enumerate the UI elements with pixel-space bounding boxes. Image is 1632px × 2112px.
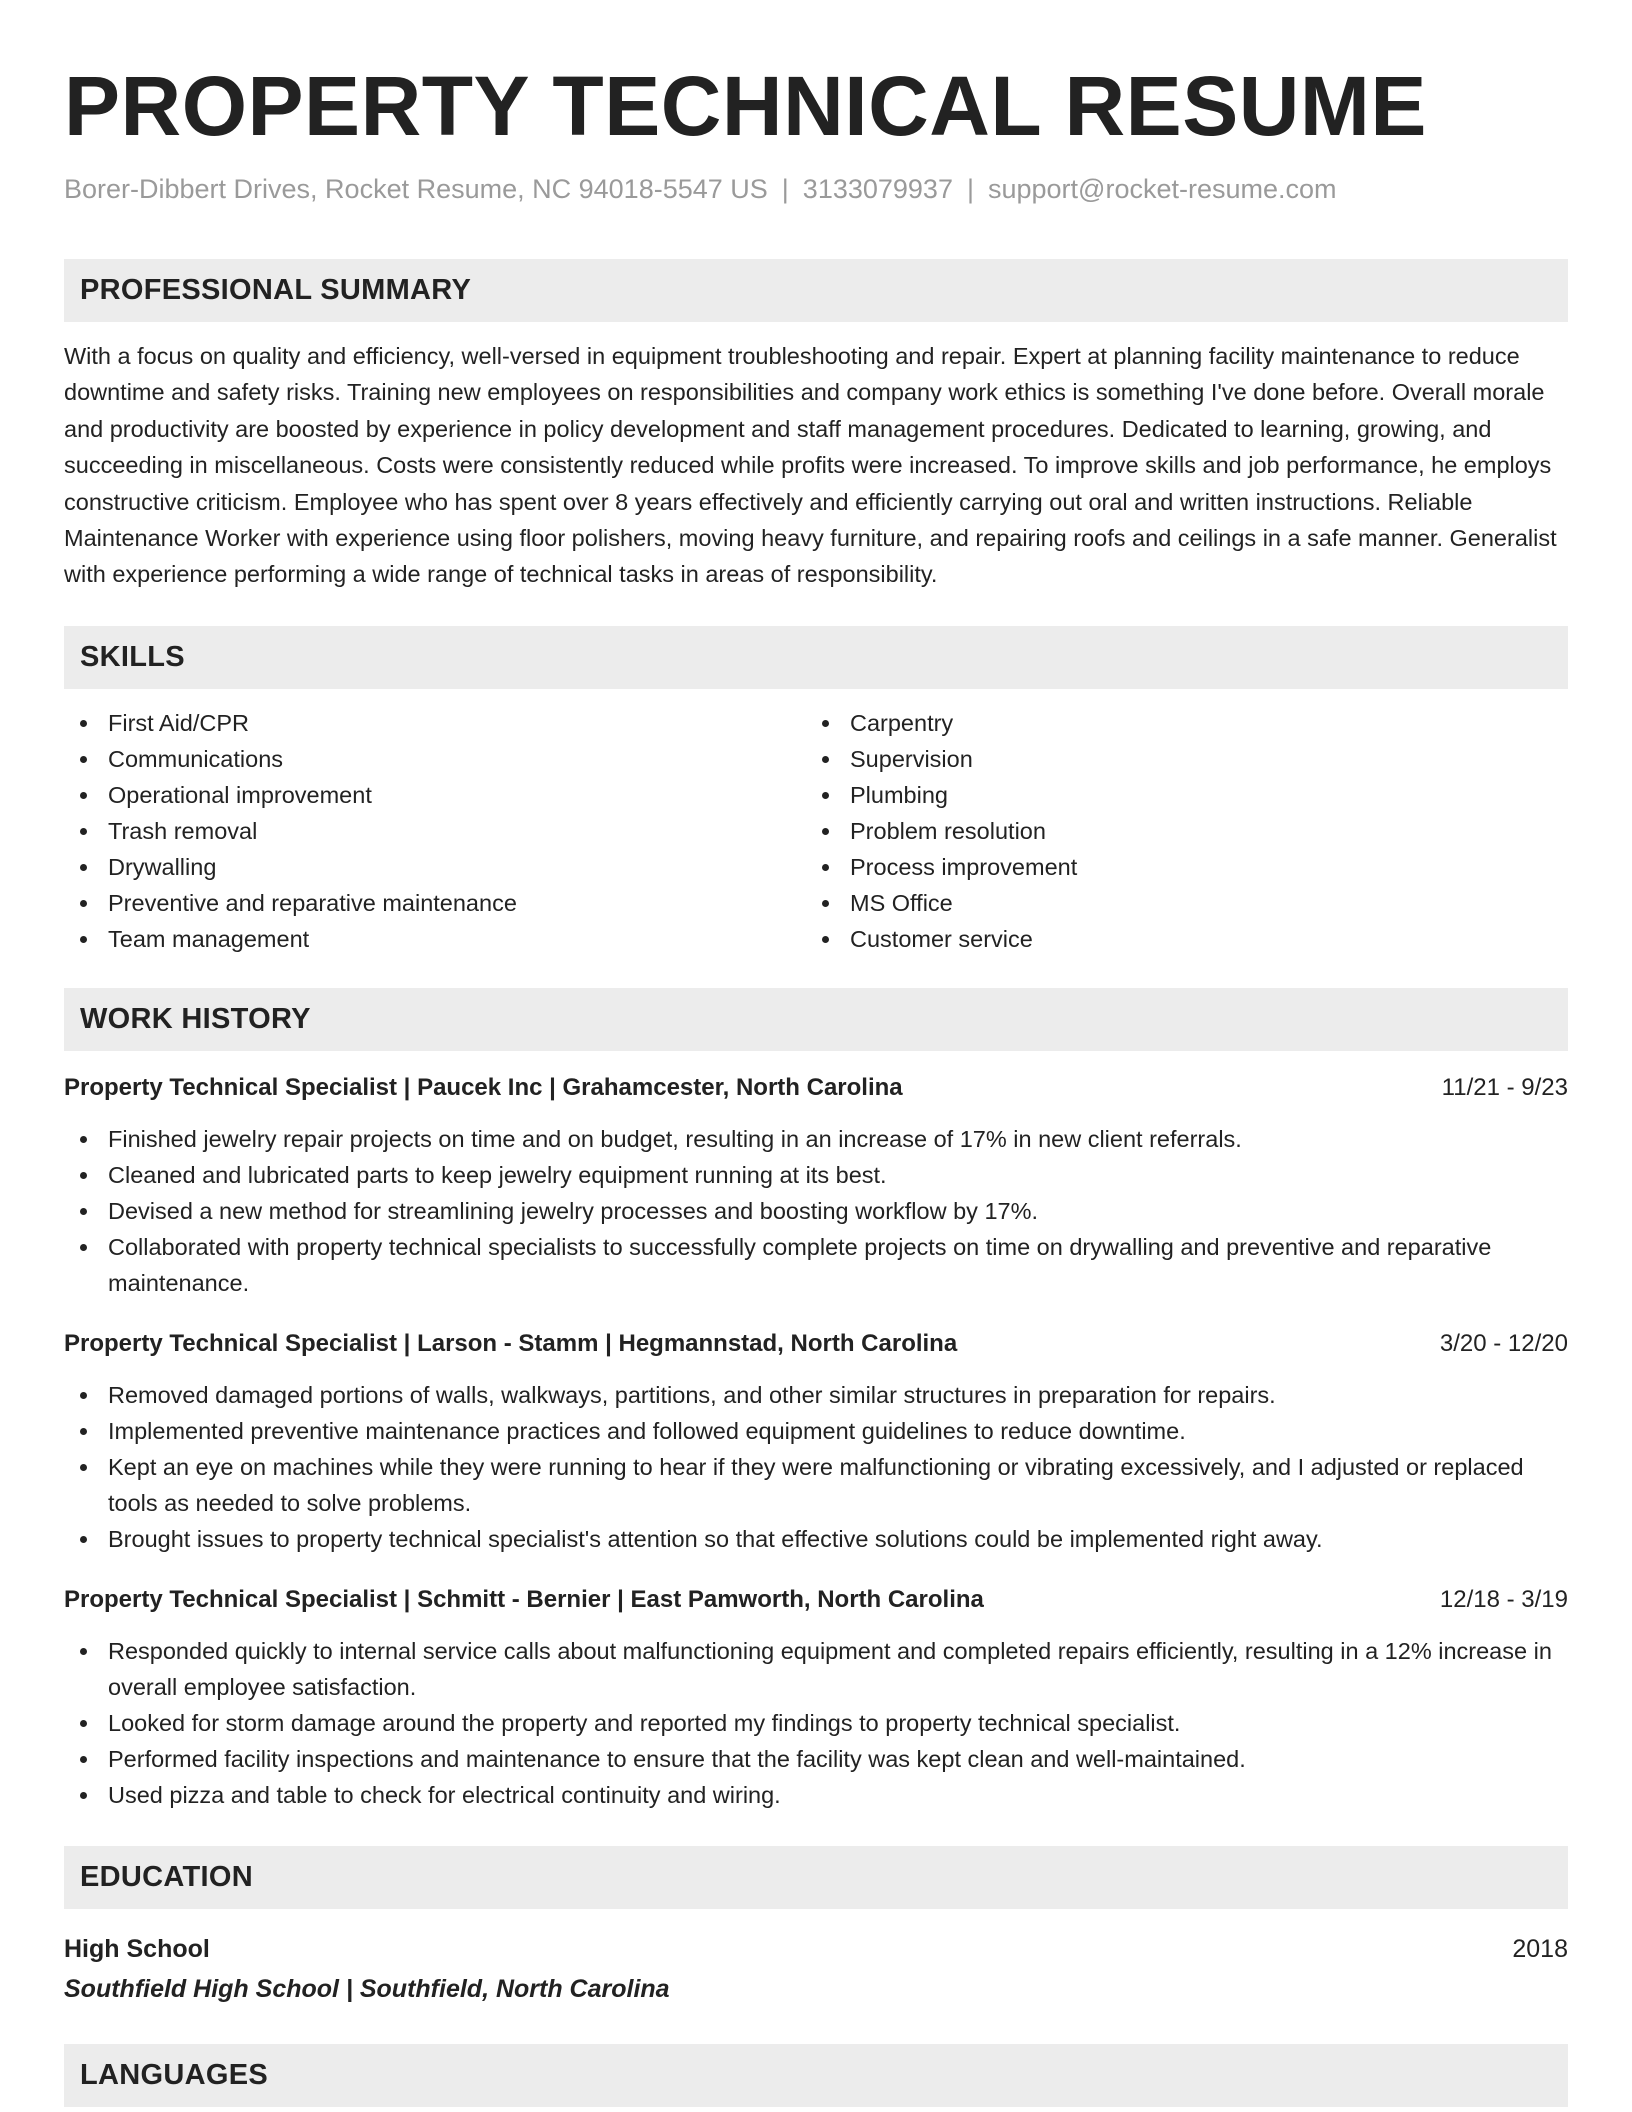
skill-item: Carpentry <box>806 705 1548 741</box>
education-degree: High School <box>64 1934 210 1963</box>
job-bullet: Implemented preventive maintenance practices and followed equipment guidelines to reduce downtime. <box>64 1413 1568 1449</box>
job-bullet: Looked for storm damage around the property and reported my findings to property technical specialist. <box>64 1705 1568 1741</box>
job-title: Property Technical Specialist | Schmitt - Bernier | East Pamworth, North Carolina <box>64 1585 984 1613</box>
job-bullets <box>64 1633 1568 1813</box>
skill-item: Customer service <box>806 921 1548 957</box>
skill-item: Drywalling <box>64 849 806 885</box>
contact-separator: | <box>966 174 974 204</box>
job-header <box>64 1071 1568 1105</box>
section-heading-skills: SKILLS <box>64 626 1568 689</box>
job-bullet: Performed facility inspections and maintenance to ensure that the facility was kept clean and well-maintained. <box>64 1741 1568 1777</box>
job-header <box>64 1583 1568 1617</box>
contact-line <box>64 170 1568 208</box>
job-entry <box>64 1071 1568 1301</box>
education-school: Southfield High School | Southfield, North Carolina <box>64 1974 670 2003</box>
skill-item: Process improvement <box>806 849 1548 885</box>
job-bullet: Removed damaged portions of walls, walkways, partitions, and other similar structures in preparation for repairs. <box>64 1377 1568 1413</box>
contact-address: Borer-Dibbert Drives, Rocket Resume, NC 94018-5547 US <box>64 174 768 204</box>
job-bullets <box>64 1121 1568 1301</box>
skill-item: MS Office <box>806 885 1548 921</box>
skill-item: Plumbing <box>806 777 1548 813</box>
summary-text: With a focus on quality and efficiency, well-versed in equipment troubleshooting and repair. Expert at planning facility maintenance to reduce downtime and safety risks. Training new employees on responsibilities and company work ethics is something I've done before. Overall morale and productivity are boosted by experience in policy development and staff management procedures. Dedicated to learning, growing, and succeeding in miscellaneous. Costs were consistently reduced while profits were increased. To improve skills and job performance, he employs constructive criticism. Employee who has spent over 8 years effectively and efficiently carrying out oral and written instructions. Reliable Maintenance Worker with experience using floor polishers, moving heavy furniture, and repairing roofs and ceilings in a safe manner. Generalist with experience performing a wide range of technical tasks in areas of responsibility. <box>64 343 1557 588</box>
resume-page <box>64 0 1568 2107</box>
job-bullet: Finished jewelry repair projects on time and on budget, resulting in an increase of 17% in new client referrals. <box>64 1121 1568 1157</box>
section-heading-education: EDUCATION <box>64 1846 1568 1909</box>
job-bullet: Used pizza and table to check for electrical continuity and wiring. <box>64 1777 1568 1813</box>
section-heading-work-history: WORK HISTORY <box>64 988 1568 1051</box>
skill-item: Trash removal <box>64 813 806 849</box>
job-dates: 12/18 - 3/19 <box>1439 1585 1568 1613</box>
job-bullet: Devised a new method for streamlining jewelry processes and boosting workflow by 17%. <box>64 1193 1568 1229</box>
job-bullet: Collaborated with property technical specialists to successfully complete projects on time on drywalling and preventive and reparative maintenance. <box>64 1229 1568 1301</box>
job-bullet: Cleaned and lubricated parts to keep jewelry equipment running at its best. <box>64 1157 1568 1193</box>
job-dates: 3/20 - 12/20 <box>1439 1329 1568 1357</box>
job-title: Property Technical Specialist | Paucek Inc | Grahamcester, North Carolina <box>64 1073 903 1101</box>
skills-column-left <box>64 705 806 957</box>
job-dates: 11/21 - 9/23 <box>1441 1073 1568 1101</box>
resume-title: PROPERTY TECHNICAL RESUME <box>64 59 1427 153</box>
section-heading-summary: PROFESSIONAL SUMMARY <box>64 259 1568 322</box>
job-title: Property Technical Specialist | Larson - Stamm | Hegmannstad, North Carolina <box>64 1329 958 1357</box>
skill-item: Supervision <box>806 741 1548 777</box>
skill-item: Team management <box>64 921 806 957</box>
job-bullet: Responded quickly to internal service calls about malfunctioning equipment and completed repairs efficiently, resulting in a 12% increase in overall employee satisfaction. <box>64 1633 1568 1705</box>
job-header <box>64 1327 1568 1361</box>
education-header <box>64 1931 1568 1967</box>
job-entry <box>64 1583 1568 1813</box>
skill-item: First Aid/CPR <box>64 705 806 741</box>
job-bullet: Brought issues to property technical specialist's attention so that effective solutions could be implemented right away. <box>64 1521 1568 1557</box>
contact-phone: 3133079937 <box>802 174 953 204</box>
job-bullets <box>64 1377 1568 1557</box>
section-heading-languages: LANGUAGES <box>64 2044 1568 2107</box>
skill-item: Communications <box>64 741 806 777</box>
skill-item: Problem resolution <box>806 813 1548 849</box>
skill-item: Operational improvement <box>64 777 806 813</box>
skills-column-right <box>806 705 1548 957</box>
education-year: 2018 <box>1512 1934 1568 1963</box>
skill-item: Preventive and reparative maintenance <box>64 885 806 921</box>
skills-list <box>64 705 1568 957</box>
contact-separator: | <box>781 174 789 204</box>
job-entry <box>64 1327 1568 1557</box>
contact-email: support@rocket-resume.com <box>987 174 1337 204</box>
job-bullet: Kept an eye on machines while they were running to hear if they were malfunctioning or vibrating excessively, and I adjusted or replaced tools as needed to solve problems. <box>64 1449 1568 1521</box>
